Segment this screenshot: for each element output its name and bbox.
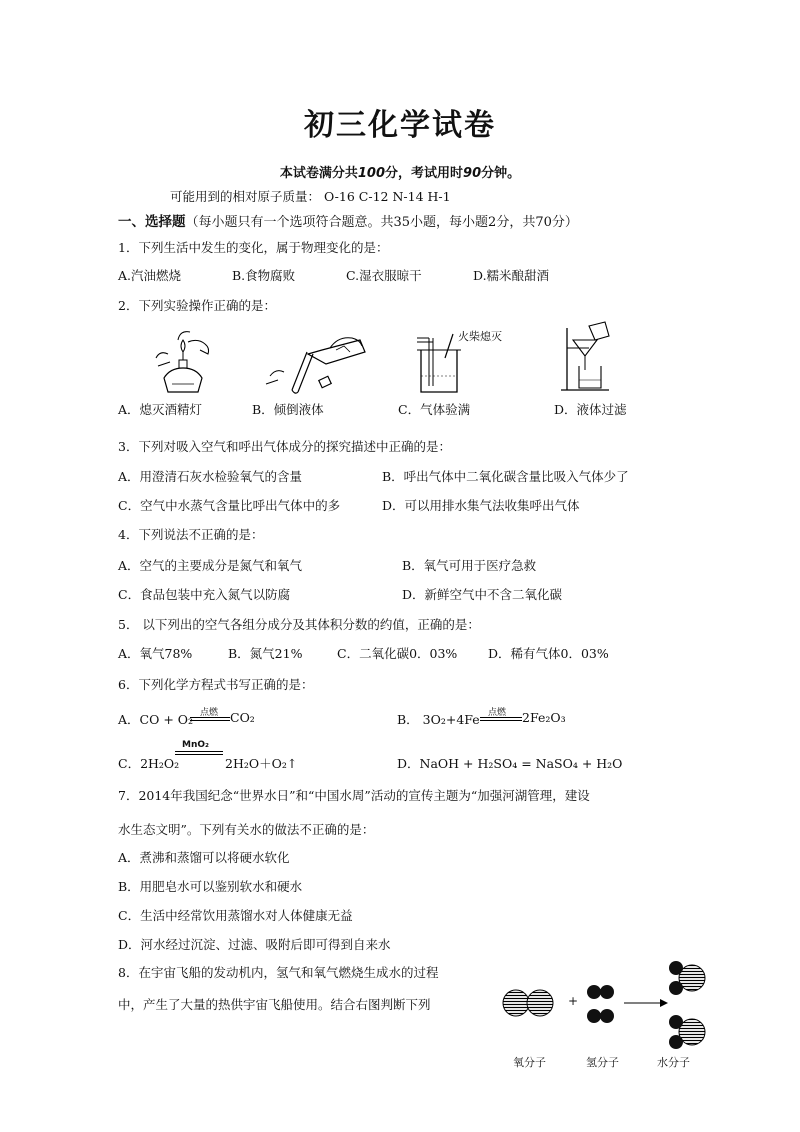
caption-water: 水分子 (657, 1056, 690, 1069)
q6-option-c-left: C．2H₂O₂ (118, 756, 180, 771)
q3-option-b: B．呼出气体中二氧化碳含量比吸入气体少了 (382, 469, 629, 484)
q7-option-b: B．用肥皂水可以鉴别软水和硬水 (118, 879, 303, 894)
q8-stem-line1: 8．在宇宙飞船的发动机内，氢气和氧气燃烧生成水的过程 (118, 965, 439, 980)
q6-option-c-right: 2H₂O＋O₂↑ (225, 756, 298, 771)
exam-info-e: 分钟。 (481, 166, 521, 181)
q6-option-b-right: 2Fe₂O₃ (522, 710, 566, 725)
q1-stem: 1．下列生活中发生的变化，属于物理变化的是： (118, 240, 389, 255)
q6-b-equals-bottom (480, 720, 522, 721)
q3-option-a: A．用澄清石灰水检验氧气的含量 (118, 469, 303, 484)
q4-stem: 4．下列说法不正确的是： (118, 527, 264, 542)
q6-stem: 6．下列化学方程式书写正确的是： (118, 677, 314, 692)
gas-test-figure (415, 328, 463, 396)
exam-info-c: 分，考试用时 (385, 166, 464, 181)
q6-c-equals-bottom (175, 754, 223, 755)
q6-c-equals-top (175, 751, 223, 752)
q6-option-a-right: CO₂ (230, 710, 255, 725)
q4-option-b: B．氧气可用于医疗急救 (402, 558, 537, 573)
q2-option-d: D．液体过滤 (554, 402, 627, 417)
alcohol-lamp-figure (150, 328, 220, 396)
q7-option-a: A．煮沸和蒸馏可以将硬水软化 (118, 850, 290, 865)
plus-sign: + (568, 994, 579, 1008)
q8-stem-line2: 中，产生了大量的热供宇宙飞船使用。结合右图判断下列 (118, 997, 431, 1012)
exam-info (0, 162, 800, 181)
q6-a-equals-top (190, 717, 230, 718)
q3-option-c: C．空气中水蒸气含量比呼出气体中的多 (118, 498, 341, 513)
reaction-arrow (624, 999, 668, 1007)
q2-stem: 2．下列实验操作正确的是： (118, 298, 276, 313)
q7-stem-line2: 水生态文明”。下列有关水的做法不正确的是： (118, 822, 375, 837)
hydrogen-molecules (587, 985, 614, 1023)
q3-option-d: D．可以用排水集气法收集呼出气体 (382, 498, 580, 513)
filtration-figure (555, 322, 615, 394)
q3-stem: 3．下列对吸入空气和呼出气体成分的探究描述中正确的是： (118, 439, 451, 454)
caption-hydrogen: 氢分子 (586, 1056, 619, 1069)
q6-a-equals-bottom (190, 720, 230, 721)
q7-option-d: D．河水经过沉淀、过滤、吸附后即可得到自来水 (118, 937, 391, 952)
q6-c-condition: MnO₂ (182, 740, 209, 750)
caption-oxygen: 氧分子 (513, 1056, 546, 1069)
q4-option-d: D．新鲜空气中不含二氧化碳 (402, 587, 563, 602)
q2-option-a: A．熄灭酒精灯 (118, 402, 203, 417)
q6-option-a-left: A．CO + O₂ (118, 712, 194, 727)
q6-option-d: D．NaOH + H₂SO₄ = NaSO₄ + H₂O (397, 756, 623, 771)
q1-option-c: C.湿衣服晾干 (346, 268, 422, 283)
q6-b-condition: 点燃 (488, 708, 507, 718)
section-heading (118, 210, 578, 230)
page-title: 初三化学试卷 (304, 108, 496, 143)
pouring-liquid-figure (262, 332, 372, 394)
q5-option-c: C．二氧化碳0．03% (337, 646, 458, 661)
q5-option-a: A．氧气78% (118, 646, 193, 661)
q6-option-b-left: B． 3O₂+4Fe (397, 712, 480, 727)
q2-fig-label: 火柴熄灭 (458, 330, 502, 343)
exam-info-a: 本试卷满分共 (279, 166, 358, 181)
q1-option-d: D.糯米酿甜酒 (473, 268, 550, 283)
q2-option-c: C．气体验满 (398, 402, 471, 417)
oxygen-molecule (503, 990, 553, 1016)
q7-option-c: C．生活中经常饮用蒸馏水对人体健康无益 (118, 908, 353, 923)
q5-option-d: D．稀有气体0．03% (488, 646, 609, 661)
exam-score: 100 (357, 166, 386, 181)
q5-option-b: B．氮气21% (228, 646, 303, 661)
section-note: （每小题只有一个选项符合题意。共35小题，每小题2分，共70分） (185, 215, 578, 230)
q1-option-a: A.汽油燃烧 (118, 268, 182, 283)
q6-a-condition: 点燃 (200, 708, 219, 718)
water-molecules (669, 961, 705, 1049)
q1-option-b: B.食物腐败 (232, 268, 296, 283)
q4-option-a: A．空气的主要成分是氮气和氧气 (118, 558, 303, 573)
q6-b-equals-top (480, 717, 522, 718)
atomic-masses: 可能用到的相对原子质量： O-16 C-12 N-14 H-1 (170, 189, 451, 204)
section-title: 一、选择题 (118, 214, 186, 230)
exam-time: 90 (463, 166, 482, 181)
q4-option-c: C．食品包装中充入氮气以防腐 (118, 587, 291, 602)
q5-stem: 5． 以下列出的空气各组分成分及其体积分数的约值，正确的是： (118, 617, 480, 632)
q2-option-b: B．倾倒液体 (252, 402, 324, 417)
q7-stem-line1: 7．2014年我国纪念“世界水日”和“中国水周”活动的宣传主题为“加强河湖管理，建设 (118, 788, 590, 803)
